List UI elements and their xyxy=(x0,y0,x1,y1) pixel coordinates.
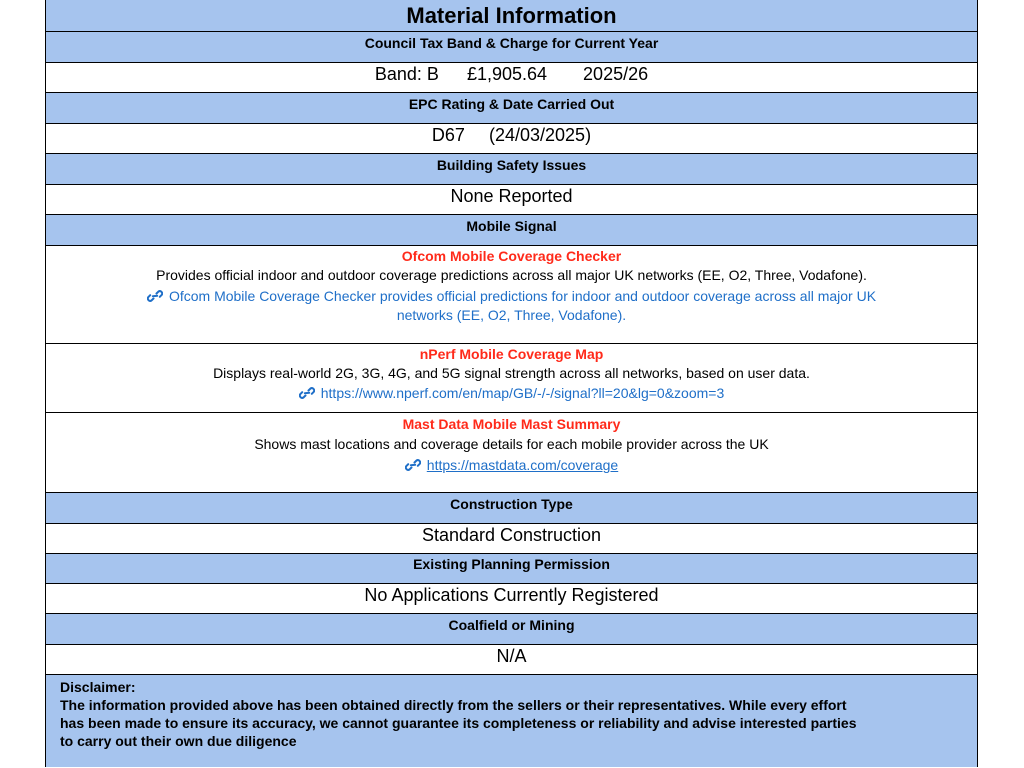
epc-date: (24/03/2025) xyxy=(488,125,592,145)
disclaimer-label: Disclaimer: xyxy=(60,679,136,695)
council-tax-header-label: Council Tax Band & Charge for Current Year xyxy=(364,35,659,51)
epc-value xyxy=(46,124,977,154)
construction-text: Standard Construction xyxy=(421,525,602,545)
page-title-row xyxy=(46,0,977,32)
ofcom-link-line1[interactable]: Ofcom Mobile Coverage Checker provides official predictions for indoor and outdoor coverage across all major UK xyxy=(168,288,877,304)
mastdata-link-text[interactable]: https://mastdata.com/coverage xyxy=(426,457,619,473)
ofcom-link[interactable] xyxy=(46,286,977,306)
building-safety-header xyxy=(46,154,977,185)
planning-value xyxy=(46,584,977,614)
council-tax-charge: £1,905.64 xyxy=(466,64,548,84)
mobile-signal-header xyxy=(46,215,977,246)
material-information-sheet xyxy=(45,0,978,767)
nperf-link-text[interactable]: https://www.nperf.com/en/map/GB/-/-/signal?ll=20&lg=0&zoom=3 xyxy=(320,385,725,401)
building-safety-value xyxy=(46,185,977,215)
mastdata-description: Shows mast locations and coverage details for each mobile provider across the UK xyxy=(254,436,769,452)
construction-header-label: Construction Type xyxy=(450,496,573,512)
epc-header-label: EPC Rating & Date Carried Out xyxy=(408,96,615,112)
nperf-description: Displays real-world 2G, 3G, 4G, and 5G signal strength across all networks, based on user data. xyxy=(213,365,810,381)
coalfield-text: N/A xyxy=(496,646,527,666)
planning-header-label: Existing Planning Permission xyxy=(413,556,610,572)
disclaimer-box xyxy=(46,675,977,767)
coalfield-header-label: Coalfield or Mining xyxy=(448,617,575,633)
nperf-block xyxy=(46,344,977,413)
nperf-title: nPerf Mobile Coverage Map xyxy=(419,346,604,362)
council-tax-header xyxy=(46,32,977,63)
epc-rating: D67 xyxy=(431,125,465,145)
ofcom-title: Ofcom Mobile Coverage Checker xyxy=(401,248,622,264)
link-icon xyxy=(405,459,421,471)
nperf-link[interactable] xyxy=(46,383,977,403)
mobile-signal-header-label: Mobile Signal xyxy=(466,218,557,234)
ofcom-block xyxy=(46,246,977,344)
page-title: Material Information xyxy=(406,3,617,28)
link-icon xyxy=(147,290,163,302)
disclaimer-line2: has been made to ensure its accuracy, we cannot guarantee its completeness or reliability and advise interested parties xyxy=(60,715,857,731)
epc-header xyxy=(46,93,977,124)
link-icon xyxy=(299,387,315,399)
building-safety-header-label: Building Safety Issues xyxy=(436,157,587,173)
building-safety-text: None Reported xyxy=(450,186,573,206)
planning-text: No Applications Currently Registered xyxy=(364,585,659,605)
council-tax-band: Band: B xyxy=(374,64,439,84)
coalfield-value xyxy=(46,645,977,675)
mastdata-title: Mast Data Mobile Mast Summary xyxy=(402,416,621,432)
ofcom-link-line2[interactable]: networks (EE, O2, Three, Vodafone). xyxy=(396,307,627,323)
council-tax-value xyxy=(46,63,977,93)
coalfield-header xyxy=(46,614,977,645)
construction-header xyxy=(46,493,977,524)
disclaimer-line1: The information provided above has been obtained directly from the sellers or their representatives. While every effort xyxy=(60,697,847,713)
planning-header xyxy=(46,554,977,584)
disclaimer-line3: to carry out their own due diligence xyxy=(60,733,297,749)
mastdata-block xyxy=(46,413,977,493)
council-tax-year: 2025/26 xyxy=(583,64,649,84)
construction-value xyxy=(46,524,977,554)
mastdata-link[interactable] xyxy=(46,455,977,475)
ofcom-description: Provides official indoor and outdoor coverage predictions across all major UK networks (EE, O2, Three, Vodafone). xyxy=(156,267,867,283)
